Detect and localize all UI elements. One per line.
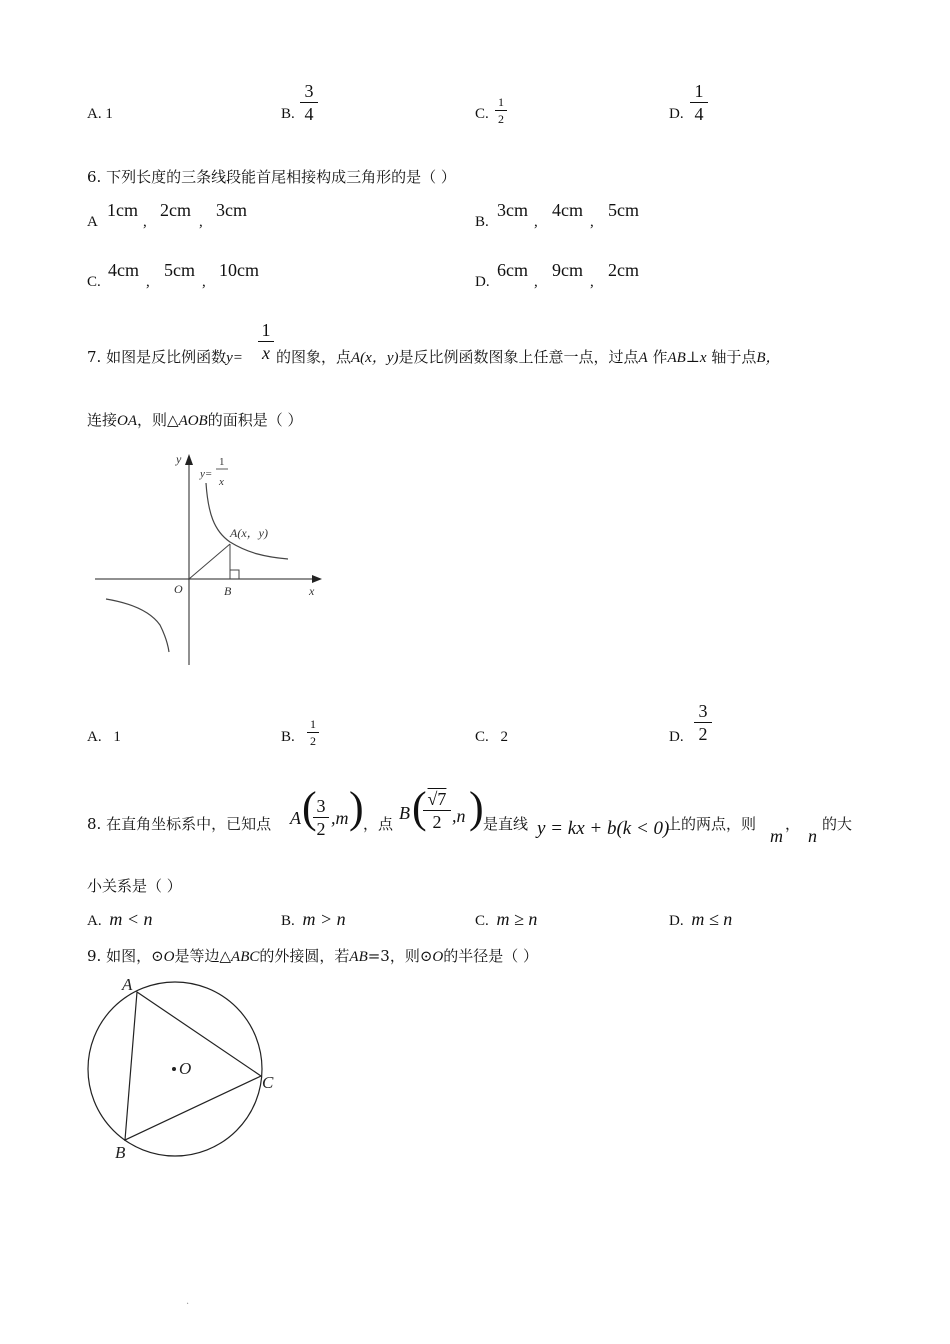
q6-b-v2: 4cm xyxy=(552,200,583,220)
q7-option-b-fraction xyxy=(307,718,319,747)
q7-option-b-den: 2 xyxy=(310,734,316,748)
q5-option-a-label: A. xyxy=(87,106,106,122)
graph-point-a-label: A(x，y) xyxy=(230,526,268,540)
q6-option-c-label: C. xyxy=(87,274,101,290)
graph-func-lhs: y= xyxy=(200,468,213,480)
q6-b-v3: 5cm xyxy=(608,200,639,220)
q5-option-b-num: 3 xyxy=(304,81,314,101)
q7-y-eq: y= xyxy=(226,350,243,366)
q7-frac-den: x xyxy=(262,343,270,363)
q9-o2: O xyxy=(432,949,444,965)
q9-ab: AB xyxy=(349,949,368,965)
q8-a-tail: ,m xyxy=(331,808,349,828)
graph-x-label: x xyxy=(309,584,315,598)
q8-a-pt: A xyxy=(290,808,301,828)
comma: , xyxy=(590,274,594,290)
center-point xyxy=(172,1067,176,1071)
q6-b-v1: 3cm xyxy=(497,200,528,220)
comma: , xyxy=(534,274,538,290)
left-paren: ( xyxy=(412,783,427,832)
q8-option-a[interactable] xyxy=(87,909,153,930)
q7-stem-fraction xyxy=(258,321,274,362)
q7-stem-mid2: 是反比例函数图象上任意一点，过点 xyxy=(398,348,639,366)
q7-option-b-num: 1 xyxy=(310,717,316,731)
fraction-bar xyxy=(495,110,507,111)
q8-line-word: 是直线 xyxy=(483,815,529,833)
q8-b-tail: ,n xyxy=(452,806,466,826)
q8-da: 的大 xyxy=(822,815,853,833)
q7-stem-line1-rest xyxy=(276,346,781,367)
q9-mid: 是等边△ xyxy=(174,947,232,965)
q8-option-d-label: D. xyxy=(669,913,684,929)
q7-a-pt: A xyxy=(638,350,648,366)
q9-abc: ABC xyxy=(231,949,260,965)
q8-stem-prefix: 8. 在直角坐标系中，已知点 xyxy=(87,815,272,833)
q5-option-c-fraction xyxy=(495,96,507,125)
q5-option-d-num: 1 xyxy=(694,81,704,101)
q8-b-den: 2 xyxy=(432,812,442,832)
y-axis-arrow-icon xyxy=(185,454,193,465)
q6-c-v3: 10cm xyxy=(219,260,259,280)
graph-y-label: y xyxy=(176,452,182,466)
q5-option-a[interactable] xyxy=(87,106,113,123)
q8-option-a-label: A. xyxy=(87,913,102,929)
q7-zuo: 作 xyxy=(652,348,668,366)
q5-option-c-label[interactable]: C. xyxy=(475,106,489,122)
figure-label-b: B xyxy=(115,1143,126,1162)
q6-option-d[interactable] xyxy=(475,260,775,294)
q6-c-v1: 4cm xyxy=(108,260,139,280)
q8-n: n xyxy=(808,826,817,846)
q9-circumcircle-figure xyxy=(80,970,300,1170)
q7-ab-perp: AB⊥x xyxy=(667,350,707,366)
q7-line2-prefix: 连接 xyxy=(87,411,118,429)
graph-b-label: B xyxy=(224,584,232,598)
q5-option-c-den: 2 xyxy=(498,112,504,126)
fraction-bar xyxy=(307,732,319,733)
q7-stem-line1 xyxy=(87,346,243,367)
q7-option-d-num: 3 xyxy=(698,701,708,721)
q6-option-a[interactable] xyxy=(87,200,387,234)
q7-oa: OA xyxy=(117,413,138,429)
q6-stem: 6. 下列长度的三条线段能首尾相接构成三角形的是（ ） xyxy=(87,168,456,186)
q9-stem xyxy=(87,945,538,966)
q7-option-d-den: 2 xyxy=(698,724,708,744)
fraction-bar xyxy=(423,810,451,811)
q5-option-c-num: 1 xyxy=(498,95,504,109)
comma: , xyxy=(202,274,206,290)
fraction-bar xyxy=(300,102,318,103)
comma: , xyxy=(534,214,538,230)
q6-a-v2: 2cm xyxy=(160,200,191,220)
q8-option-d[interactable] xyxy=(669,909,732,930)
q9-mid2: 的外接圆，若 xyxy=(259,947,350,965)
segment-oa xyxy=(189,544,230,579)
q8-stem-tail: 上的两点，则 xyxy=(666,815,757,833)
q5-option-d-den: 4 xyxy=(694,104,704,124)
q7-option-a-label: A. xyxy=(87,729,102,745)
q8-b-fraction xyxy=(423,790,451,831)
q5-option-d-fraction xyxy=(690,82,708,123)
footer-mark: . xyxy=(186,1296,190,1307)
q7-option-c[interactable] xyxy=(475,729,508,746)
q8-a-fraction xyxy=(313,797,329,838)
hyperbola-branch-3 xyxy=(106,599,169,652)
q6-a-v3: 3cm xyxy=(216,200,247,220)
graph-func-den: x xyxy=(219,476,224,488)
q8-a-num: 3 xyxy=(316,796,326,816)
q6-c-v2: 5cm xyxy=(164,260,195,280)
q7-option-d-label[interactable]: D. xyxy=(669,729,684,745)
graph-origin-label: O xyxy=(174,582,183,596)
q7-b-pt: B， xyxy=(756,350,781,366)
q7-aob: AOB xyxy=(178,413,208,429)
q6-d-v2: 9cm xyxy=(552,260,583,280)
q7-frac-num: 1 xyxy=(261,320,271,340)
q8-b-num: √7 xyxy=(427,789,447,809)
q7-line2-end: 的面积是（ ） xyxy=(207,411,303,429)
fraction-bar xyxy=(313,817,329,818)
q7-stem-line2 xyxy=(87,409,303,430)
q6-a-v1: 1cm xyxy=(107,200,138,220)
comma: , xyxy=(590,214,594,230)
q7-option-d-fraction xyxy=(694,702,712,743)
q8-option-c-label: C. xyxy=(475,913,489,929)
left-paren: ( xyxy=(302,783,317,832)
fraction-bar xyxy=(694,722,712,723)
fraction-bar xyxy=(258,341,274,342)
q8-comma: ， xyxy=(785,815,801,833)
hyperbola-branch-1 xyxy=(206,483,288,559)
q8-line-eq: y = kx + b(k < 0) xyxy=(537,818,670,839)
graph-func-num: 1 xyxy=(219,456,225,468)
q5-option-a-value: 1 xyxy=(105,106,113,122)
q7-stem-end: 轴于点 xyxy=(711,348,757,366)
q8-b-pt: B xyxy=(399,803,410,823)
right-paren: ) xyxy=(469,783,484,832)
q5-option-b-label[interactable]: B. xyxy=(281,106,295,122)
figure-label-o: O xyxy=(179,1059,192,1078)
q7-option-b-label[interactable]: B. xyxy=(281,729,295,745)
q8-m: m xyxy=(770,826,783,846)
right-paren: ) xyxy=(349,783,364,832)
q8-option-c[interactable] xyxy=(475,909,537,930)
figure-label-c: C xyxy=(262,1073,274,1092)
q7-option-a[interactable] xyxy=(87,729,121,746)
q8-mid: ，点 xyxy=(363,815,394,833)
q7-point: A(x，y) xyxy=(351,350,399,366)
q8-option-b-value: m > n xyxy=(302,909,346,929)
q5-option-b-fraction xyxy=(300,82,318,123)
q9-mid3: =3，则⊙ xyxy=(367,947,433,965)
q7-option-c-label: C. xyxy=(475,729,489,745)
q8-option-b[interactable] xyxy=(281,909,346,930)
q9-end: 的半径是（ ） xyxy=(443,947,539,965)
x-axis-arrow-icon xyxy=(312,575,322,583)
q6-d-v3: 2cm xyxy=(608,260,639,280)
q9-stem-prefix: 9. 如图，⊙ xyxy=(87,947,164,965)
q7-option-c-value: 2 xyxy=(500,729,509,745)
figure-label-a: A xyxy=(122,975,133,994)
q5-option-d-label[interactable]: D. xyxy=(669,106,684,122)
q6-option-b[interactable] xyxy=(475,200,775,234)
q7-option-a-value: 1 xyxy=(113,729,121,745)
q7-line2-mid: ，则△ xyxy=(137,411,179,429)
q8-option-a-value: m < n xyxy=(109,909,153,929)
q9-o: O xyxy=(163,949,175,965)
q7-stem-mid: 的图象，点 xyxy=(276,348,352,366)
q8-a-den: 2 xyxy=(316,819,326,839)
q6-option-a-label: A xyxy=(87,214,98,230)
q8-line2: 小关系是（ ） xyxy=(87,877,182,895)
q6-option-d-label: D. xyxy=(475,274,490,290)
comma: , xyxy=(146,274,150,290)
q8-option-d-value: m ≤ n xyxy=(691,909,733,929)
q6-option-c[interactable] xyxy=(87,260,387,294)
fraction-bar xyxy=(690,102,708,103)
q8-option-b-label: B. xyxy=(281,913,295,929)
triangle-abc xyxy=(125,992,261,1140)
q6-d-v1: 6cm xyxy=(497,260,528,280)
comma: , xyxy=(143,214,147,230)
q7-inverse-function-graph xyxy=(90,445,330,675)
comma: , xyxy=(199,214,203,230)
q6-option-b-label: B. xyxy=(475,214,489,230)
q7-stem-prefix: 7. 如图是反比例函数 xyxy=(87,348,227,366)
right-angle-mark xyxy=(230,570,239,579)
q5-option-b-den: 4 xyxy=(304,104,314,124)
q8-option-c-value: m ≥ n xyxy=(496,909,538,929)
